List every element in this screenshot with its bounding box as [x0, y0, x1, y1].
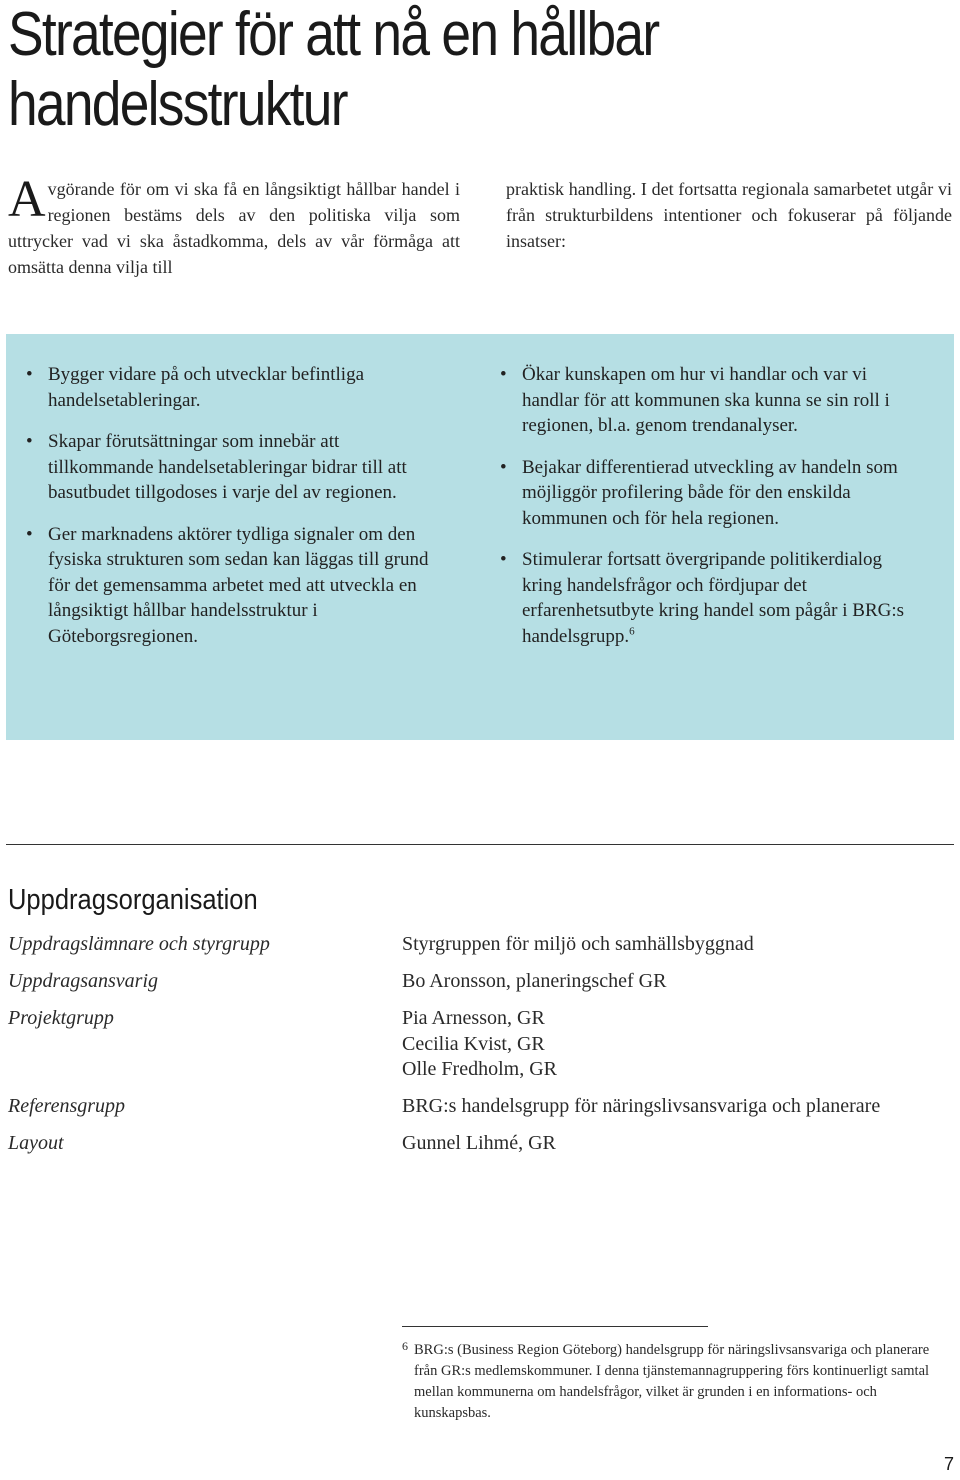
page-number: 7	[943, 1454, 954, 1474]
footnote-reference[interactable]: 6	[629, 625, 635, 638]
list-item-text: Ger marknadens aktörer tydliga signaler om den fysiska strukturen som sedan kan läggas till grund för det gemensamma arbetet med att utveckla en långsiktigt hållbar handelsstruktur i Göteborgsregionen.	[48, 523, 429, 647]
list-item-text: Stimulerar fortsatt övergripande politikerdialog kring handelsfrågor och fördjupar det erfarenhetsutbyte kring handel som pågår i BRG:s handelsgrupp.	[522, 549, 905, 647]
org-role-label: Uppdragslämnare och styrgrupp	[8, 933, 270, 955]
org-role-value	[402, 1094, 880, 1120]
list-item	[500, 547, 920, 649]
list-item-text: Skapar förutsättningar som innebär att tillkommande handelsetableringar bidrar till att basutbudet tillgodoses i varje del av regionen.	[48, 431, 407, 503]
bullet-icon: •	[500, 456, 507, 478]
drop-cap: A	[8, 171, 46, 228]
section-divider	[6, 844, 954, 845]
footnote	[402, 1340, 956, 1424]
org-role-label: Layout	[8, 1132, 64, 1154]
org-role-value	[402, 969, 666, 995]
org-role-value	[402, 1006, 557, 1083]
list-item	[26, 522, 446, 650]
organization-heading: Uppdragsorganisation	[8, 884, 258, 916]
org-value-line: Pia Arnesson, GR	[402, 1007, 545, 1029]
org-value-line: BRG:s handelsgrupp för näringslivsansvariga och planerare	[402, 1095, 881, 1117]
intro-paragraph-left	[8, 171, 460, 280]
org-role-value	[402, 1131, 556, 1157]
list-item	[26, 429, 446, 506]
org-role-value	[402, 932, 754, 958]
intro-paragraph-right: praktisk handling. I det fortsatta regionala samarbetet utgår vi från strukturbildens intentioner och fokuserar på följande insatser:	[506, 179, 952, 251]
list-item-text: Bejakar differentierad utveckling av handeln som möjliggör profilering både för den enskilda kommunen och för hela regionen.	[522, 456, 898, 529]
org-role-label: Projektgrupp	[8, 1007, 114, 1029]
org-value-line: Olle Fredholm, GR	[402, 1058, 557, 1080]
org-value-line: Gunnel Lihmé, GR	[402, 1132, 556, 1154]
strategy-list-right	[500, 362, 920, 665]
org-value-line: Styrgruppen för miljö och samhällsbyggnad	[402, 933, 754, 955]
page-title-line-1: Strategier för att nå en hållbar	[8, 0, 659, 69]
bullet-icon: •	[500, 364, 507, 385]
footnote-text: BRG:s (Business Region Göteborg) handelsgrupp för näringslivsansvariga och planerare från GR:s medlemskommuner. I denna tjänstemannagruppering förs kontinuerligt samtal mellan kommunerna om handelsfrågor, vilket är grunden i en informations- och kunskapsbas.	[414, 1342, 930, 1421]
intro-left-text: vgörande för om vi ska få en långsiktigt hållbar handel i regionen bestäms dels av den politiska vilja som uttrycker vad vi ska åstadkomma, dels av vår förmåga att omsätta denna vilja till	[8, 179, 460, 277]
bullet-icon: •	[26, 431, 33, 452]
footnote-number: 6	[402, 1339, 408, 1353]
page-title-line-2: handelsstruktur	[8, 70, 347, 139]
org-value-line: Cecilia Kvist, GR	[402, 1032, 545, 1055]
list-item-text: Ökar kunskapen om hur vi handlar och var vi handlar för att kommunen ska kunna se sin roll i regionen, bl.a. genom trendanalyser.	[522, 364, 890, 436]
org-value-line: Bo Aronsson, planeringschef GR	[402, 970, 667, 992]
page-title	[8, 0, 945, 140]
strategy-list-left	[26, 362, 446, 665]
org-role-label: Uppdragsansvarig	[8, 970, 159, 992]
list-item	[500, 362, 920, 439]
bullet-icon: •	[500, 549, 507, 570]
bullet-icon: •	[26, 364, 33, 385]
list-item	[26, 362, 446, 413]
list-item	[500, 455, 920, 532]
org-role-label: Referensgrupp	[8, 1095, 126, 1117]
list-item-text: Bygger vidare på och utvecklar befintliga handelsetableringar.	[48, 364, 365, 411]
bullet-icon: •	[26, 523, 33, 545]
strategy-box	[6, 334, 954, 740]
footnote-divider	[402, 1326, 708, 1327]
